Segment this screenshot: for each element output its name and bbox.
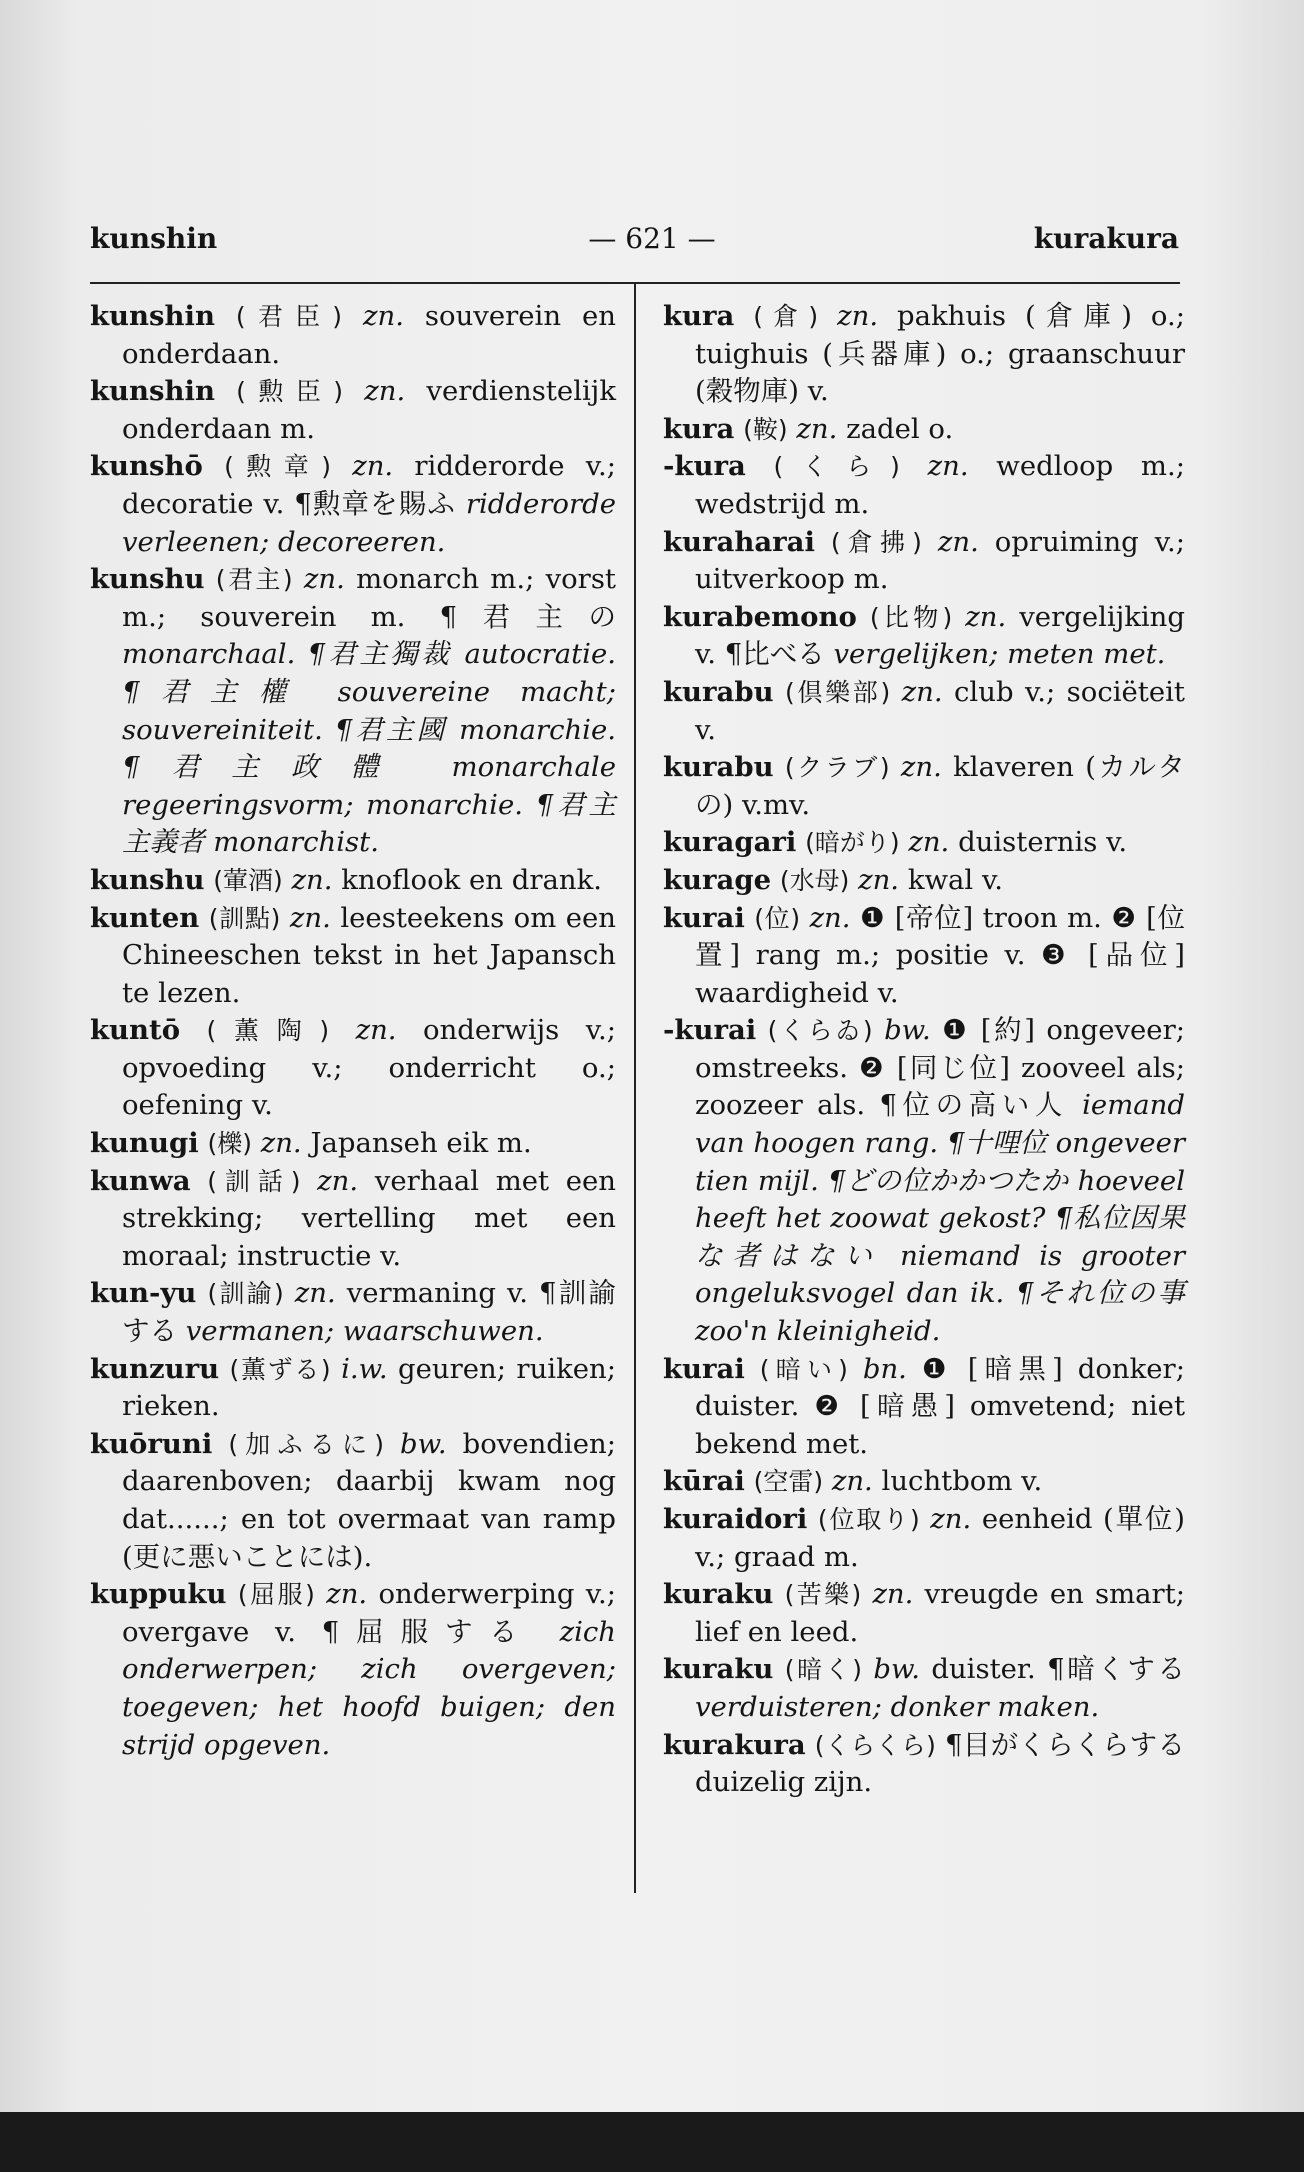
part-of-speech: i.w. <box>341 1352 388 1385</box>
part-of-speech: bw. <box>884 1014 931 1047</box>
kanji: (水母) <box>779 865 850 895</box>
headword: kunten <box>90 901 200 934</box>
dictionary-entry <box>90 1426 616 1576</box>
dictionary-entry <box>90 1012 616 1125</box>
headword: kuraku <box>663 1578 774 1611</box>
definition: ❶ [帝位] troon m. ❷ [位置] rang m.; positie v. ❸ [品位] waardigheid v. <box>695 901 1186 1009</box>
dictionary-entry <box>90 1125 616 1163</box>
dictionary-entry <box>663 1651 1185 1726</box>
part-of-speech: zn. <box>363 300 404 332</box>
example: verduisteren; donker maken. <box>695 1690 1100 1723</box>
definition: vreugde en smart; lief en leed. <box>695 1578 1186 1648</box>
definition: kwal v. <box>907 863 1003 896</box>
kanji: (比物) <box>869 602 953 632</box>
headword: kurakura <box>663 1728 806 1761</box>
definition: ridderorde v.; decoratie v. ¶勲章を賜ふ <box>122 450 617 520</box>
header-last-guide-word: kurakura <box>1033 222 1179 255</box>
part-of-speech: zn. <box>965 600 1007 633</box>
kanji: (薫陶) <box>206 1016 330 1046</box>
example: vermanen; waarschuwen. <box>185 1315 544 1348</box>
kanji: (倶樂部) <box>785 677 891 707</box>
headword: kuraharai <box>663 525 815 558</box>
headword: kunshin <box>90 300 215 332</box>
dictionary-entry <box>90 561 616 862</box>
page-number: — 621 — <box>588 222 716 255</box>
dictionary-entry <box>663 1576 1185 1651</box>
headword: kūrai <box>663 1465 745 1498</box>
part-of-speech: zn. <box>303 563 345 596</box>
headword: kurabu <box>663 751 774 784</box>
dictionary-entry <box>90 1275 616 1350</box>
kanji: (勲臣) <box>236 377 344 407</box>
kanji: (葷酒) <box>213 865 283 895</box>
part-of-speech: zn. <box>317 1164 359 1197</box>
part-of-speech: zn. <box>937 525 979 558</box>
dictionary-entry <box>663 900 1185 1013</box>
headword: kuppuku <box>90 1578 227 1611</box>
part-of-speech: zn. <box>930 1503 972 1535</box>
kanji: (位) <box>754 903 801 933</box>
dictionary-entry <box>663 749 1185 824</box>
definition: verhaal met een strekking; vertelling met een moraal; instructie v. <box>122 1164 617 1272</box>
header-first-guide-word: kunshin <box>90 222 218 255</box>
definition: ¶目がくらくらする duizelig zijn. <box>695 1728 1185 1799</box>
kanji: (訓諭) <box>207 1279 284 1309</box>
kanji: (位取り) <box>817 1505 920 1534</box>
dictionary-entry <box>663 411 1185 449</box>
dictionary-entry <box>663 448 1185 523</box>
definition: luchtbom v. <box>881 1465 1043 1498</box>
dictionary-entry <box>90 1576 616 1764</box>
dictionary-entry <box>90 862 616 900</box>
definition: Japanseh eik m. <box>310 1127 532 1160</box>
kanji: (くら) <box>773 452 900 482</box>
kanji: (鞍) <box>743 414 788 444</box>
kanji: (訓話) <box>207 1166 301 1196</box>
kanji: (屈服) <box>237 1580 315 1610</box>
headword: kura <box>663 300 735 332</box>
example: iemand van hoogen rang. ¶十哩位 ongeveer tien mijl. ¶どの位かかつたか hoeveel heeft het zoowat gekost? ¶私位因果な者はない niemand is grooter ongeluksvogel dan ik. ¶それ位の事 zoo'n kleinigheid. <box>695 1089 1185 1348</box>
definition: geuren; ruiken; rieken. <box>122 1352 616 1423</box>
dictionary-entry <box>90 448 616 561</box>
kanji: (櫟) <box>207 1129 252 1159</box>
dictionary-entry <box>90 298 616 373</box>
part-of-speech: zn. <box>809 901 851 934</box>
dictionary-entry <box>663 1351 1185 1464</box>
dictionary-entry <box>90 373 616 448</box>
right-column <box>663 298 1185 1802</box>
dictionary-entry <box>663 599 1185 674</box>
kanji: (倉拂) <box>830 527 922 557</box>
definition: zadel o. <box>846 412 954 445</box>
kanji: (空雷) <box>753 1467 824 1497</box>
kanji: (訓點) <box>208 903 281 933</box>
definition: ❶ [暗黒] donker; duister. ❷ [暗愚] omvetend; niet bekend met. <box>695 1352 1185 1460</box>
page-header <box>0 222 1304 262</box>
example: zich onderwerpen; zich overgeven; toegeven; het hoofd buigen; den strijd opgeven. <box>122 1615 616 1761</box>
dictionary-entry <box>663 1463 1185 1501</box>
dictionary-entry <box>663 298 1185 411</box>
headword: kurage <box>663 863 772 896</box>
part-of-speech: zn. <box>364 375 406 408</box>
definition: knoflook en drank. <box>341 863 603 896</box>
part-of-speech: zn. <box>355 1014 397 1047</box>
part-of-speech: zn. <box>291 863 333 896</box>
definition: souverein en onderdaan. <box>122 300 616 370</box>
part-of-speech: zn. <box>927 450 969 483</box>
example: monarchaal. ¶君主獨裁 autocratie. ¶君主權 souvereine macht; souvereiniteit. ¶君主國 monarchie. ¶君主政體 monarchale regeeringsvorm; monarchie. ¶君主主義者 monarchist. <box>122 638 616 859</box>
part-of-speech: zn. <box>908 826 950 859</box>
part-of-speech: zn. <box>289 901 331 934</box>
definition: pakhuis (倉庫) o.; tuighuis (兵器庫) o.; graanschuur (穀物庫) v. <box>695 300 1185 408</box>
headword: kurabemono <box>663 600 857 633</box>
headword: kura <box>663 412 735 445</box>
definition: monarch m.; vorst m.; souverein m. ¶君主の <box>122 563 616 633</box>
dictionary-entry <box>90 1351 616 1426</box>
definition: ❶ [約] ongeveer; omstreeks. ❷ [同じ位] zooveel als; zoozeer als. ¶位の高い人 <box>695 1014 1185 1122</box>
headword: -kurai <box>663 1014 757 1047</box>
dictionary-entry <box>663 1012 1185 1350</box>
kanji: (君主) <box>215 565 293 595</box>
kanji: (君臣) <box>235 302 343 331</box>
part-of-speech: zn. <box>872 1578 914 1611</box>
example: ridderorde verleenen; decoreeren. <box>122 487 616 558</box>
part-of-speech: zn. <box>858 863 900 896</box>
definition: wedloop m.; wedstrijd m. <box>695 450 1186 520</box>
part-of-speech: zn. <box>901 675 943 708</box>
headword: kuragari <box>663 826 797 859</box>
headword: kuntō <box>90 1014 181 1047</box>
definition: duister. ¶暗くする <box>931 1653 1185 1686</box>
example: vergelijken; meten met. <box>833 638 1166 671</box>
part-of-speech: bw. <box>400 1427 447 1460</box>
definition: duisternis v. <box>958 826 1128 859</box>
definition: onderwijs v.; opvoeding v.; onderricht o.; oefening v. <box>122 1014 616 1122</box>
part-of-speech: zn. <box>900 751 942 784</box>
dictionary-entry <box>663 1501 1185 1576</box>
kanji: (加ふるに) <box>228 1429 385 1459</box>
part-of-speech: zn. <box>831 1465 873 1498</box>
definition: klaveren (カルタの) v.mv. <box>695 751 1185 821</box>
dictionary-entry <box>663 674 1185 749</box>
headword: -kura <box>663 450 746 483</box>
definition: eenheid (單位) v.; graad m. <box>695 1503 1185 1573</box>
kanji: (暗い) <box>759 1354 848 1384</box>
headword: kun-yu <box>90 1277 197 1310</box>
left-column <box>90 298 616 1764</box>
dictionary-entry <box>663 1727 1185 1802</box>
headword: kunshu <box>90 863 205 896</box>
part-of-speech: zn. <box>326 1578 368 1611</box>
kanji: (暗く) <box>784 1655 863 1685</box>
dictionary-entry <box>663 862 1185 900</box>
headword: kuraidori <box>663 1503 808 1535</box>
headword: kunshin <box>90 375 215 408</box>
kanji: (薫ずる) <box>229 1354 331 1384</box>
kanji: (くらゐ) <box>767 1016 873 1046</box>
dictionary-entry <box>663 824 1185 862</box>
headword: kurabu <box>663 675 774 708</box>
definition: onderwerping v.; overgave v. ¶屈服する <box>122 1578 616 1648</box>
kanji: (倉) <box>753 302 819 331</box>
part-of-speech: bw. <box>873 1653 921 1686</box>
part-of-speech: zn. <box>352 450 394 483</box>
headword: kunzuru <box>90 1352 220 1385</box>
column-divider <box>634 283 636 1893</box>
part-of-speech: zn. <box>796 412 838 445</box>
definition: verdienstelijk onderdaan m. <box>122 375 616 445</box>
kanji: (くらくら) <box>814 1730 936 1760</box>
kanji: (クラブ) <box>784 753 890 783</box>
headword: kunwa <box>90 1164 191 1197</box>
headword: kunshō <box>90 450 203 483</box>
headword: kunugi <box>90 1127 199 1160</box>
kanji: (勲章) <box>224 452 331 482</box>
kanji: (暗がり) <box>805 828 900 858</box>
part-of-speech: zn. <box>294 1277 336 1310</box>
dictionary-entry <box>663 524 1185 599</box>
headword: kuōruni <box>90 1427 213 1460</box>
dictionary-entry <box>90 900 616 1013</box>
part-of-speech: bn. <box>862 1352 907 1385</box>
headword: kurai <box>663 1352 745 1385</box>
part-of-speech: zn. <box>837 300 879 332</box>
headword: kurai <box>663 901 745 934</box>
definition: bovendien; daarenboven; daarbij kwam nog dat......; en tot overmaat van ramp (更に悪いことには). <box>122 1427 616 1573</box>
kanji: (苦樂) <box>784 1580 862 1610</box>
dictionary-entry <box>90 1163 616 1276</box>
definition: opruiming v.; uitverkoop m. <box>695 525 1185 596</box>
part-of-speech: zn. <box>260 1127 302 1160</box>
definition: vermaning v. ¶訓諭する <box>122 1277 617 1348</box>
definition: club v.; sociëteit v. <box>695 675 1185 746</box>
definition: leesteekens om een Chineeschen tekst in het Japansch te lezen. <box>122 901 617 1009</box>
definition: vergelijking v. ¶比べる <box>695 600 1185 671</box>
headword: kuraku <box>663 1653 774 1686</box>
page-edge-shadow <box>0 2112 1304 2172</box>
headword: kunshu <box>90 563 205 596</box>
